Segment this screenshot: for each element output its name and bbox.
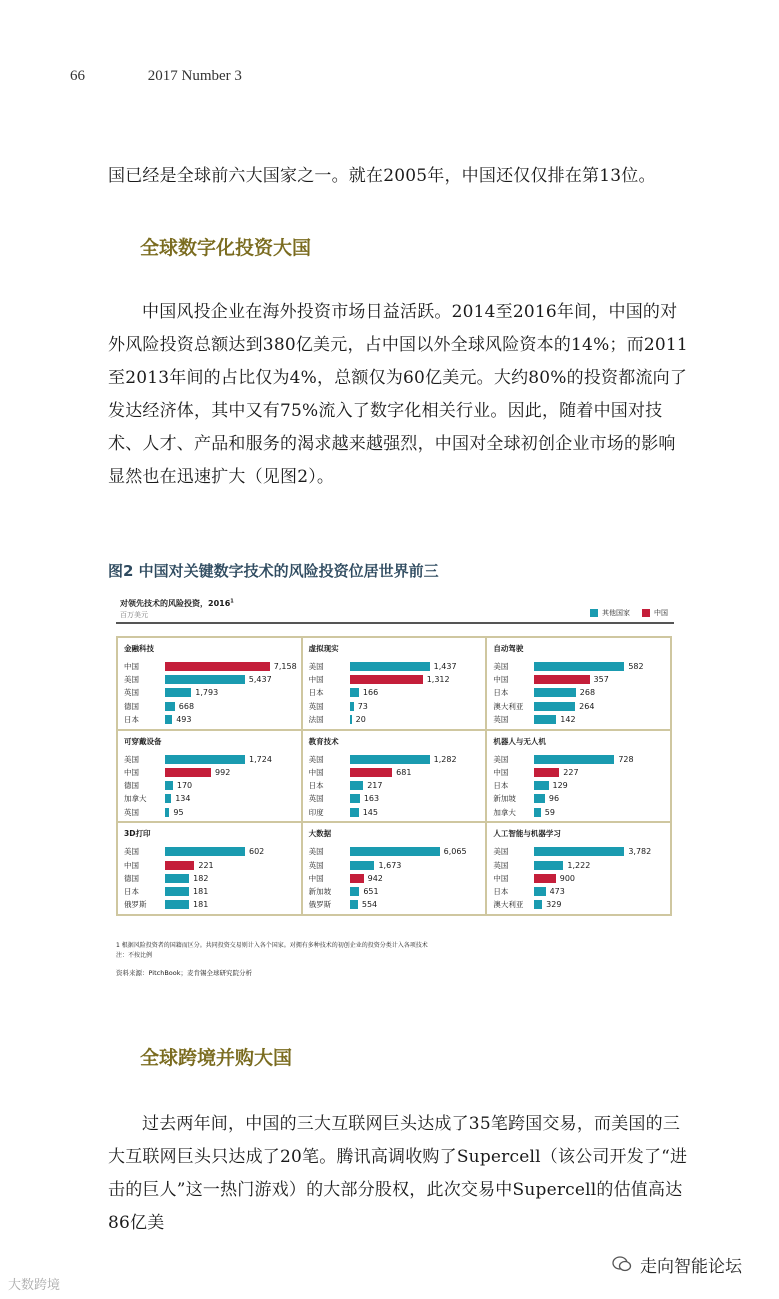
bar-value-label: 59 xyxy=(544,807,555,817)
bar-value-label: 493 xyxy=(176,714,192,724)
footnote-line-1: 1 根据风险投资者的国籍而区分。共同投资交易则计入各个国家。对拥有多种技术的初创企业的投资分类计入各项技术 xyxy=(116,942,428,949)
figure-top-rule xyxy=(116,622,674,624)
bar-category-label: 日本 xyxy=(308,688,324,698)
bar-value-label: 129 xyxy=(552,781,568,791)
bar-value-label: 942 xyxy=(367,873,383,883)
bar-value-label: 357 xyxy=(593,675,609,685)
chart-bars xyxy=(493,660,666,726)
footnote-line-2: 注：不按比例 xyxy=(116,952,153,959)
bar-category-label: 新加坡 xyxy=(308,886,332,896)
bar-value-label: 473 xyxy=(549,886,565,896)
bar xyxy=(165,781,173,790)
bar-value-label: 163 xyxy=(363,794,380,804)
bar-row xyxy=(309,845,482,858)
bar-row xyxy=(124,673,297,686)
bar-row xyxy=(309,766,482,779)
bar-row xyxy=(124,700,297,713)
chart-panel-title: 大数据 xyxy=(308,829,332,839)
bar-value-label: 264 xyxy=(579,701,595,711)
figure-subtitle xyxy=(120,598,234,609)
bar-row xyxy=(309,713,482,726)
bar-value-label: 96 xyxy=(548,794,560,804)
bar-row xyxy=(493,753,666,766)
figure-unit: 百万美元 xyxy=(120,611,148,619)
figure-subtitle-sup: 1 xyxy=(230,598,234,605)
paragraph-3: 过去两年间，中国的三大互联网巨头达成了35笔跨国交易，而美国的三大互联网巨头只达成了20笔。腾讯高调收购了Supercell（该公司开发了“进击的巨人”这一热门游戏）的大部分股权，此次交易中Supercell的估值高达86亿美 xyxy=(108,1114,688,1233)
chart-bars xyxy=(124,845,297,911)
chat-bubble-icon xyxy=(612,1254,632,1274)
bar-category-label: 德国 xyxy=(124,781,139,791)
chart-panel xyxy=(302,730,487,823)
section-heading-2: 全球跨境并购大国 xyxy=(140,1047,293,1069)
bar-row xyxy=(309,898,482,911)
bar-value-label: 668 xyxy=(178,701,195,711)
bar-category-label: 英国 xyxy=(124,807,139,817)
bar-row xyxy=(493,766,666,779)
bar xyxy=(165,808,169,817)
bar-row xyxy=(493,845,666,858)
bar-row xyxy=(309,753,482,766)
bar xyxy=(350,808,359,817)
bar xyxy=(165,688,191,697)
bar-row xyxy=(309,779,482,792)
bar-category-label: 美国 xyxy=(308,754,324,764)
bar-row xyxy=(124,872,297,885)
bar-row xyxy=(493,673,666,686)
bar-row xyxy=(124,779,297,792)
bar-value-label: 20 xyxy=(355,714,366,724)
bar-row xyxy=(493,700,666,713)
page-number: 66 xyxy=(70,68,85,84)
bar xyxy=(534,900,542,909)
bar-row xyxy=(493,872,666,885)
bar xyxy=(165,900,189,909)
bar xyxy=(165,794,171,803)
bar-category-label: 美国 xyxy=(493,754,509,764)
figure-footnote xyxy=(116,941,428,961)
chart-panel xyxy=(117,822,302,915)
bar-value-label: 582 xyxy=(628,662,644,672)
bar-category-label: 澳大利亚 xyxy=(493,900,524,910)
chart-panel xyxy=(117,730,302,823)
bar-category-label: 日本 xyxy=(493,886,509,896)
bar-category-label: 英国 xyxy=(308,860,324,870)
chart-panel-title: 金融科技 xyxy=(124,644,154,653)
bar xyxy=(165,662,270,671)
legend-swatch-other xyxy=(590,609,598,617)
bar-value-label: 73 xyxy=(357,701,368,711)
bar xyxy=(350,794,360,803)
bar xyxy=(534,781,548,790)
bar xyxy=(165,847,245,856)
legend-label-other: 其他国家 xyxy=(602,609,630,617)
bar-category-label: 俄罗斯 xyxy=(124,900,147,910)
bar-category-label: 中国 xyxy=(308,767,324,777)
legend-item-china xyxy=(642,608,668,618)
figure-legend xyxy=(590,608,668,618)
bar-category-label: 中国 xyxy=(493,675,509,685)
bar-category-label: 中国 xyxy=(124,767,139,777)
bar-row xyxy=(309,686,482,699)
bar-value-label: 3,782 xyxy=(628,847,652,857)
bar-value-label: 900 xyxy=(559,873,576,883)
bar-value-label: 145 xyxy=(362,807,378,817)
bar-value-label: 554 xyxy=(361,900,378,910)
bar-value-label: 992 xyxy=(215,767,231,777)
bar-category-label: 英国 xyxy=(308,701,324,711)
figure-panel xyxy=(108,592,674,982)
bar-category-label: 日本 xyxy=(493,781,509,791)
bar-row xyxy=(309,805,482,818)
paragraph-2: 中国风投企业在海外投资市场日益活跃。2014至2016年间，中国的对外风险投资总额达到380亿美元，占中国以外全球风险资本的14%；而2011至2013年间的占比仅为4%，总额仅为60亿美元。大约80%的投资都流向了发达经济体，其中又有75%流入了数字化相关行业。因此，随着中国对技术、人才、产品和服务的渴求越来越强烈，中国对全球初创企业市场的影响显然也在迅速扩大（见图2）。 xyxy=(108,302,688,487)
bar xyxy=(534,847,624,856)
bar xyxy=(350,768,392,777)
bar-category-label: 英国 xyxy=(493,860,509,870)
bar-row xyxy=(493,713,666,726)
bar-value-label: 142 xyxy=(560,714,576,724)
bar-row xyxy=(493,885,666,898)
bar xyxy=(165,755,245,764)
watermark-brand: 走向智能论坛 xyxy=(640,1257,742,1277)
bar xyxy=(534,675,589,684)
bar-row xyxy=(124,686,297,699)
bar-value-label: 1,312 xyxy=(426,675,450,685)
bar-category-label: 日本 xyxy=(124,886,139,896)
chart-panel-title: 教育技术 xyxy=(308,736,339,746)
bar xyxy=(534,715,556,724)
chart-panel-title: 自动驾驶 xyxy=(493,644,524,653)
bar xyxy=(165,887,189,896)
chart-panel-title: 可穿戴设备 xyxy=(124,736,162,746)
bar-value-label: 170 xyxy=(176,781,193,791)
bar xyxy=(534,662,624,671)
bar-value-label: 181 xyxy=(193,886,209,896)
bar-row xyxy=(124,792,297,805)
bar xyxy=(165,702,175,711)
bar-value-label: 329 xyxy=(546,900,562,910)
bar-row xyxy=(493,686,666,699)
bar-row xyxy=(493,779,666,792)
bar xyxy=(350,688,359,697)
bar-category-label: 德国 xyxy=(124,701,139,711)
bar-category-label: 日本 xyxy=(308,781,324,791)
bar-row xyxy=(493,660,666,673)
bar xyxy=(534,702,575,711)
bar xyxy=(350,887,360,896)
chart-bars xyxy=(493,753,666,819)
bar xyxy=(534,887,545,896)
bar-value-label: 1,437 xyxy=(433,662,457,672)
chart-bars xyxy=(309,660,482,726)
bar-value-label: 1,793 xyxy=(195,688,219,698)
bar xyxy=(534,768,559,777)
bar xyxy=(350,702,354,711)
bar-value-label: 1,724 xyxy=(249,754,272,764)
bar-category-label: 中国 xyxy=(493,767,509,777)
bar xyxy=(534,688,575,697)
bar-category-label: 中国 xyxy=(124,860,139,870)
bar xyxy=(350,675,423,684)
bar-row xyxy=(309,872,482,885)
bar-row xyxy=(309,859,482,872)
bar-row xyxy=(493,792,666,805)
bar xyxy=(350,847,440,856)
chart-panel-title: 虚拟现实 xyxy=(308,644,339,653)
bar-category-label: 中国 xyxy=(493,873,509,883)
legend-label-china: 中国 xyxy=(654,609,668,617)
bar xyxy=(534,874,555,883)
bar-category-label: 日本 xyxy=(124,714,139,724)
bar-category-label: 法国 xyxy=(308,714,324,724)
bar xyxy=(350,874,364,883)
bar-value-label: 7,158 xyxy=(273,662,297,672)
bar-row xyxy=(124,660,297,673)
bar-category-label: 中国 xyxy=(308,675,324,685)
bar-category-label: 印度 xyxy=(308,807,324,817)
bar xyxy=(165,861,194,870)
bar-row xyxy=(493,898,666,911)
bar-value-label: 268 xyxy=(579,688,596,698)
chart-panel xyxy=(117,637,302,730)
chart-panel xyxy=(486,637,671,730)
bar-row xyxy=(309,700,482,713)
bar-category-label: 中国 xyxy=(124,662,139,672)
bar-row xyxy=(124,898,297,911)
bar-value-label: 134 xyxy=(175,794,191,804)
bar-row xyxy=(493,805,666,818)
bar-category-label: 加拿大 xyxy=(493,807,516,817)
bar xyxy=(534,861,563,870)
bar-value-label: 5,437 xyxy=(248,675,272,685)
bar xyxy=(165,768,211,777)
bar xyxy=(165,715,172,724)
chart-panel xyxy=(302,822,487,915)
bar-value-label: 217 xyxy=(367,781,383,791)
bar-row xyxy=(309,885,482,898)
chart-panel xyxy=(486,730,671,823)
bar xyxy=(350,662,430,671)
legend-swatch-china xyxy=(642,609,650,617)
bar-row xyxy=(124,885,297,898)
bar-row xyxy=(309,673,482,686)
issue-label: 2017 Number 3 xyxy=(147,68,242,84)
bar-category-label: 英国 xyxy=(493,714,509,724)
chart-bars xyxy=(493,845,666,911)
bar xyxy=(350,755,430,764)
bar-row xyxy=(124,766,297,779)
bar-value-label: 227 xyxy=(563,767,579,777)
bar-row xyxy=(124,845,297,858)
bar-category-label: 俄罗斯 xyxy=(308,900,332,910)
bar-value-label: 95 xyxy=(173,807,184,817)
bar-row xyxy=(124,859,297,872)
chart-panel-title: 3D打印 xyxy=(124,829,151,839)
chart-bars xyxy=(309,845,482,911)
legend-item-other xyxy=(590,608,630,618)
bar-value-label: 6,065 xyxy=(443,847,467,857)
figure-title: 图2 中国对关键数字技术的风险投资位居世界前三 xyxy=(108,562,439,580)
bar xyxy=(350,781,364,790)
bar-category-label: 美国 xyxy=(493,847,509,857)
bar-row xyxy=(124,805,297,818)
bar-value-label: 728 xyxy=(618,754,634,764)
chart-panel-title: 机器人与无人机 xyxy=(493,736,546,746)
bar-category-label: 中国 xyxy=(308,873,324,883)
chart-grid xyxy=(116,636,672,916)
bar-category-label: 日本 xyxy=(493,688,509,698)
bar-category-label: 加拿大 xyxy=(124,794,147,804)
bar xyxy=(350,715,352,724)
bar-category-label: 美国 xyxy=(124,754,139,764)
bar-row xyxy=(124,713,297,726)
bar-category-label: 德国 xyxy=(124,873,139,883)
chart-bars xyxy=(124,753,297,819)
bar-value-label: 1,673 xyxy=(378,860,402,870)
chart-bars xyxy=(309,753,482,819)
paragraph-1: 国已经是全球前六大国家之一。就在2005年，中国还仅仅排在第13位。 xyxy=(108,166,656,186)
bar-row xyxy=(124,753,297,766)
bar-category-label: 美国 xyxy=(308,847,324,857)
bar-value-label: 221 xyxy=(198,860,214,870)
bar-value-label: 181 xyxy=(193,900,209,910)
bar xyxy=(350,900,358,909)
bar-value-label: 681 xyxy=(396,767,412,777)
bar xyxy=(534,808,540,817)
chart-panel xyxy=(486,822,671,915)
bar xyxy=(350,861,375,870)
bar-value-label: 182 xyxy=(193,873,209,883)
chart-bars xyxy=(124,660,297,726)
bar-category-label: 美国 xyxy=(124,847,139,857)
bar-category-label: 新加坡 xyxy=(493,794,516,804)
figure-source: 资料来源：PitchBook；麦肯锡全球研究院分析 xyxy=(116,969,253,977)
bar xyxy=(165,874,189,883)
bar-category-label: 美国 xyxy=(493,662,509,672)
bar-category-label: 澳大利亚 xyxy=(493,701,524,711)
bar-row xyxy=(493,859,666,872)
page-header xyxy=(70,68,242,85)
bar xyxy=(534,755,614,764)
figure-subtitle-text: 对领先技术的风险投资，2016 xyxy=(120,599,231,608)
bar-category-label: 美国 xyxy=(124,675,139,685)
bar-category-label: 英国 xyxy=(124,688,139,698)
section-heading-1: 全球数字化投资大国 xyxy=(140,237,312,259)
chart-panel xyxy=(302,637,487,730)
bar-value-label: 1,222 xyxy=(567,860,591,870)
bar-row xyxy=(309,660,482,673)
bar-category-label: 美国 xyxy=(308,662,324,672)
bar-value-label: 1,282 xyxy=(433,754,457,764)
bar-category-label: 英国 xyxy=(308,794,324,804)
bar-value-label: 602 xyxy=(249,847,265,857)
bar-value-label: 651 xyxy=(363,886,379,896)
bar-row xyxy=(309,792,482,805)
bar xyxy=(534,794,545,803)
bar-value-label: 166 xyxy=(362,688,379,698)
chart-panel-title: 人工智能与机器学习 xyxy=(493,829,561,839)
bar xyxy=(165,675,245,684)
watermark-corner: 大数跨境 xyxy=(8,1278,61,1293)
